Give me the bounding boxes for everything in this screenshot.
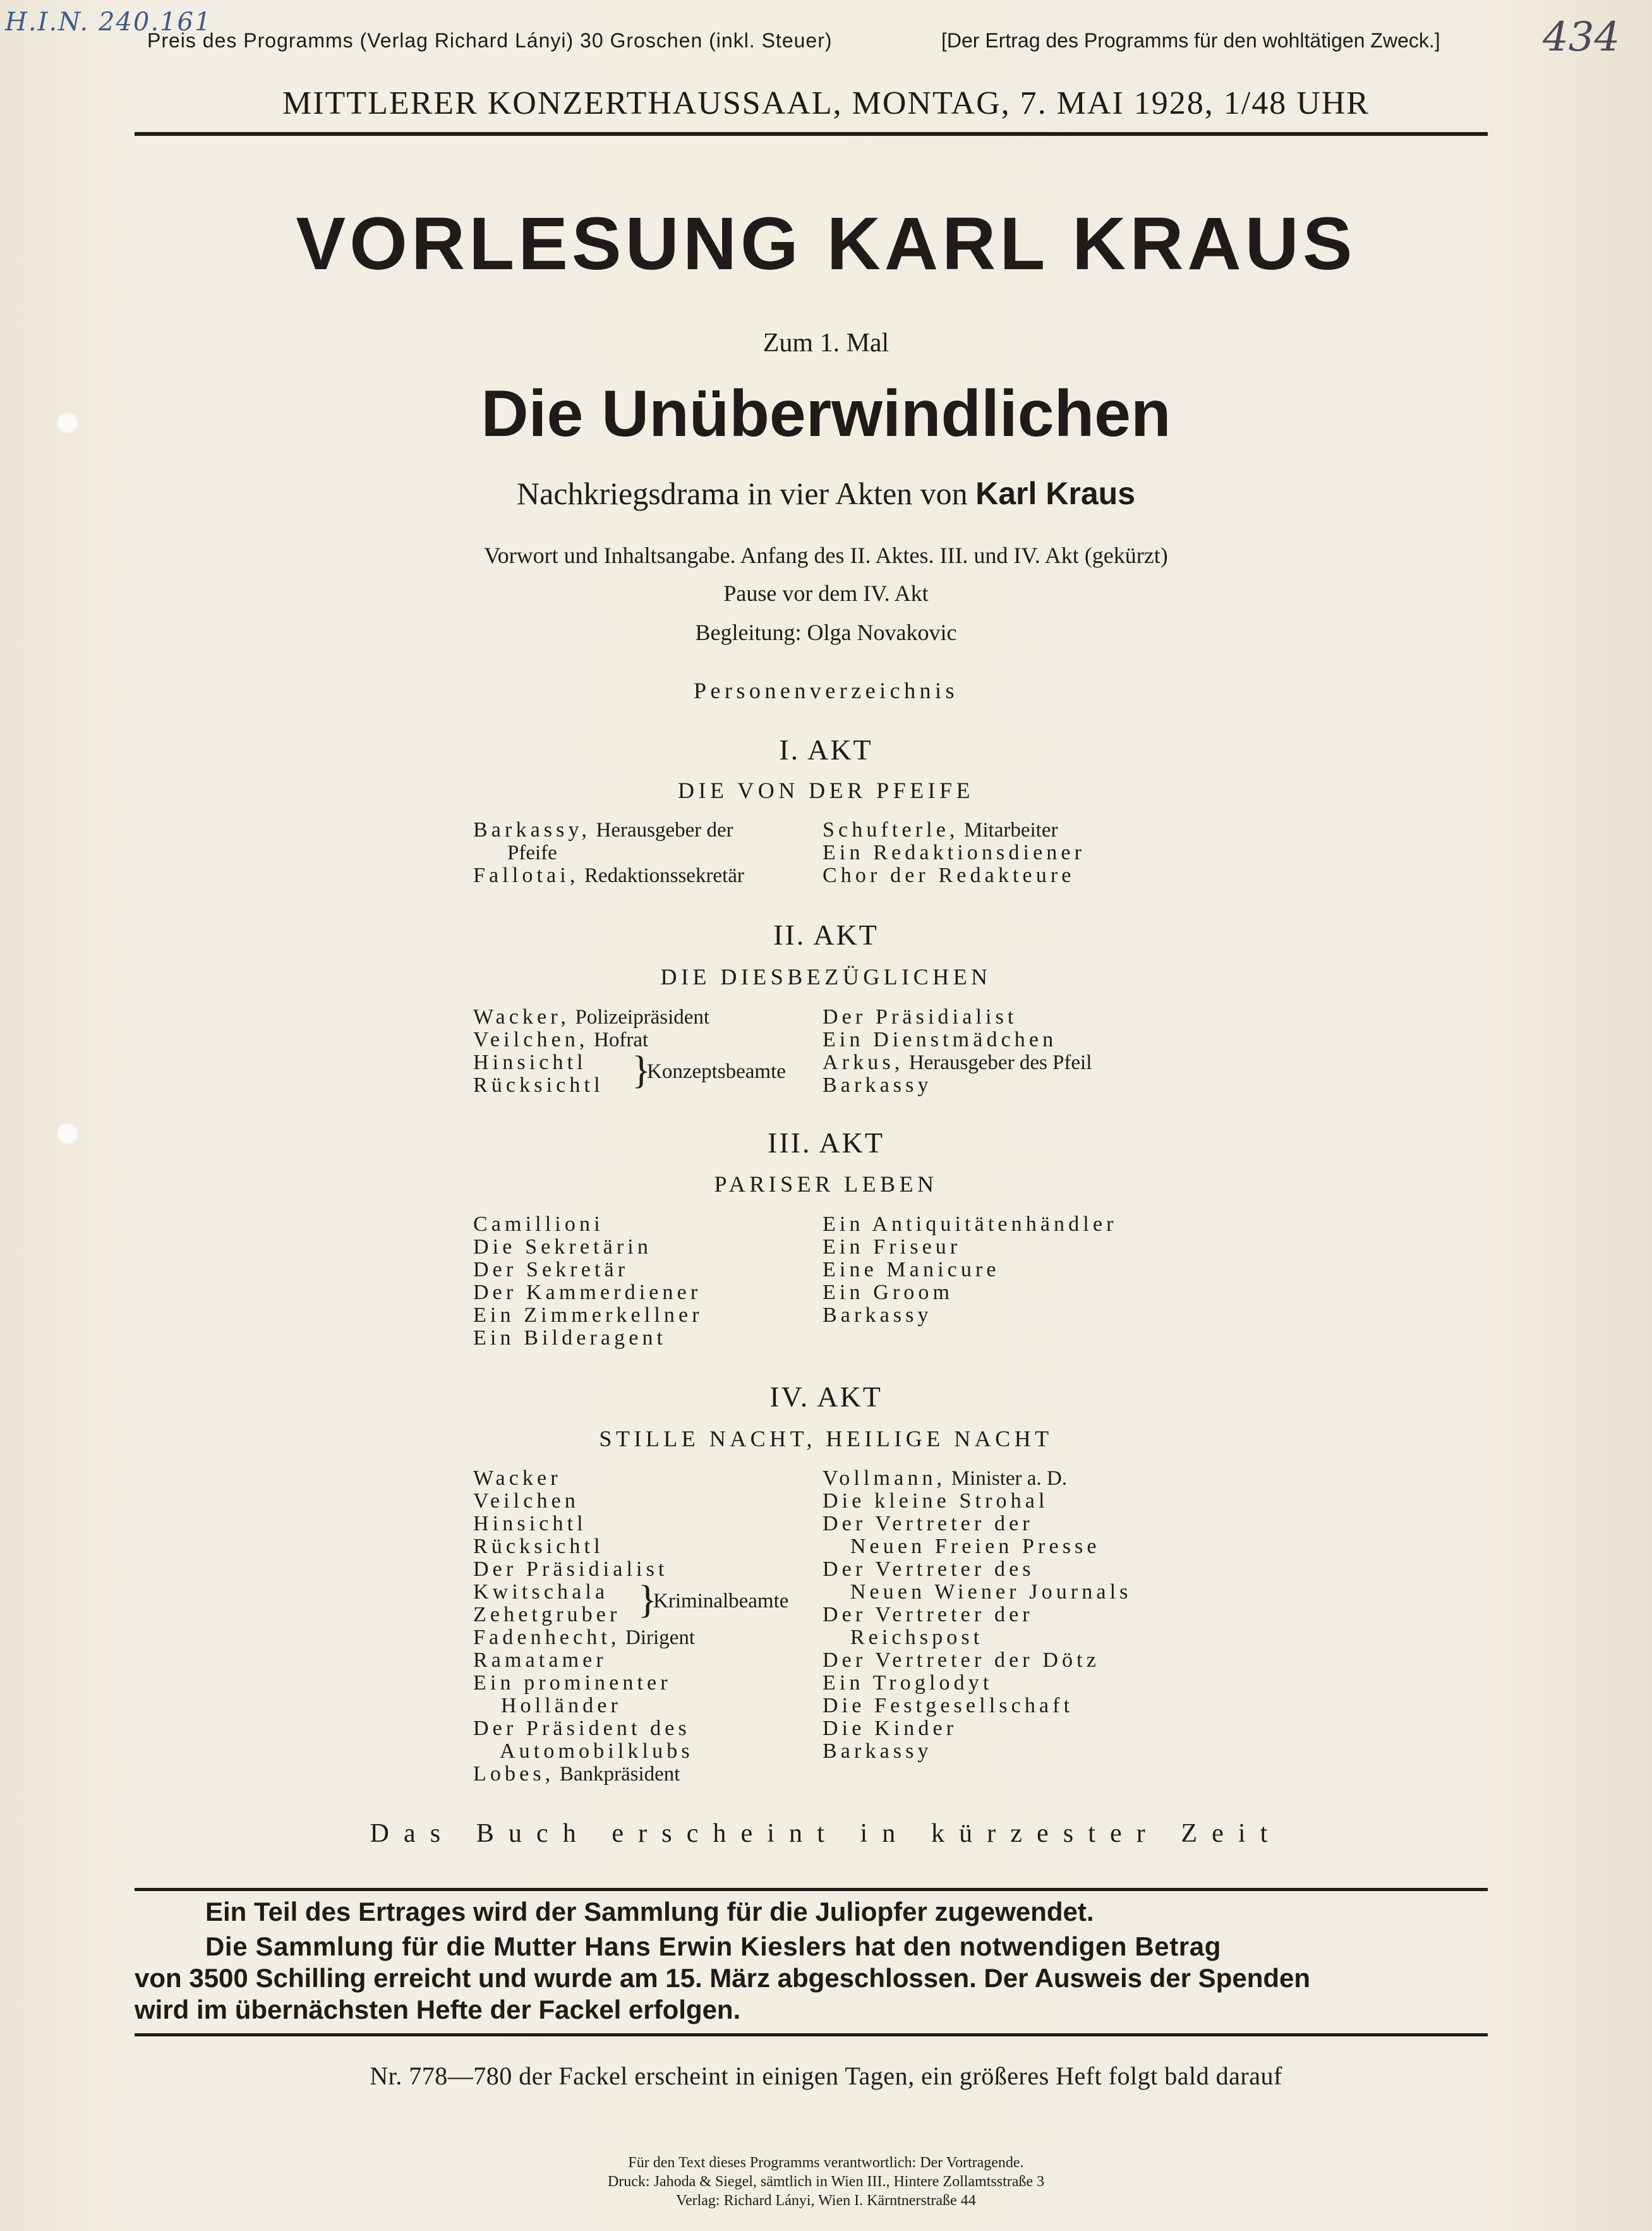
cast-entry: Ein Troglodyt: [823, 1671, 993, 1695]
cast-entry: Ein Bilderagent: [473, 1326, 667, 1350]
donation-top-rule: [135, 1888, 1488, 1891]
cast-entry: Rücksichtl: [473, 1073, 604, 1097]
act-2-bracket-label: Konzeptsbeamte: [647, 1060, 786, 1083]
cast-entry: Der Vertreter der: [823, 1512, 1034, 1535]
act-3-title: III. AKT: [768, 1127, 884, 1159]
cast-entry: Ein Dienstmädchen: [823, 1028, 1058, 1051]
act-4-title: IV. AKT: [769, 1381, 883, 1413]
act-4-cast-left: [473, 1467, 695, 1786]
subtitle-text: Nachkriegsdrama in vier Akten von: [516, 476, 968, 511]
cast-entry: Der Vertreter der Dötz: [823, 1648, 1100, 1672]
subtitle-author: Karl Kraus: [975, 476, 1136, 511]
imprint-line-3: Verlag: Richard Lányi, Wien I. Kärntnerstraße 44: [676, 2192, 976, 2209]
cast-entry: Kwitschala: [473, 1580, 609, 1604]
act-4-cast-right: [823, 1467, 1132, 1763]
top-rule: [135, 132, 1488, 136]
act-4-bracket-label: Kriminalbeamte: [653, 1590, 789, 1612]
act-1-subtitle: DIE VON DER PFEIFE: [678, 778, 974, 803]
cast-entry: Ein Antiquitätenhändler: [823, 1212, 1118, 1236]
cast-entry: Die Kinder: [823, 1717, 958, 1740]
program-line-3: Begleitung: Olga Novakovic: [695, 620, 957, 645]
donation-line-1: Ein Teil des Ertrages wird der Sammlung für die Juliopfer zugewendet.: [205, 1897, 1094, 1926]
cast-entry: Veilchen: [473, 1489, 579, 1513]
cast-entry: Der Kammerdiener: [473, 1281, 702, 1304]
cast-entry: Arkus, Herausgeber des Pfeil: [823, 1051, 1092, 1074]
imprint-line-1: Für den Text dieses Programms verantwortlich: Der Vortragende.: [628, 2155, 1024, 2171]
cast-entry: Wacker, Polizeipräsident: [473, 1005, 710, 1029]
cast-entry: Barkassy, Herausgeber der: [473, 818, 733, 842]
act-2-subtitle: DIE DIESBEZÜGLICHEN: [660, 964, 992, 989]
cast-entry: Camillioni: [473, 1212, 604, 1236]
book-note: Das Buch erscheint in kürzester Zeit: [370, 1819, 1282, 1848]
main-title: VORLESUNG KARL KRAUS: [296, 202, 1356, 286]
cast-entry: Pfeife: [507, 842, 557, 864]
cast-entry: Neuen Wiener Journals: [823, 1580, 1132, 1604]
cast-entry: Barkassy: [823, 1739, 932, 1763]
cast-entry: Der Präsident des: [473, 1717, 690, 1740]
cast-entry: Holländer: [473, 1694, 622, 1717]
cast-entry: Wacker: [473, 1466, 562, 1490]
cast-entry: Ein Friseur: [823, 1235, 962, 1259]
donation-line-2: Die Sammlung für die Mutter Hans Erwin Kieslers hat den notwendigen Betrag: [205, 1932, 1221, 1961]
cast-entry: Hinsichtl: [473, 1512, 587, 1535]
cast-entry: Der Vertreter des: [823, 1557, 1035, 1581]
program-line-2: Pause vor dem IV. Akt: [723, 581, 929, 606]
cast-entry: Der Sekretär: [473, 1258, 629, 1281]
cast-entry: Neuen Freien Presse: [823, 1535, 1100, 1558]
cast-entry: Der Präsidialist: [823, 1005, 1018, 1029]
act-2-title: II. AKT: [773, 919, 879, 951]
archive-signature: H.I.N. 240.161: [5, 8, 212, 37]
cast-entry: Ramatamer: [473, 1648, 607, 1672]
cast-entry: Fadenhecht, Dirigent: [473, 1626, 696, 1649]
act-2-bracket: }: [632, 1049, 651, 1092]
price-note: Preis des Programms (Verlag Richard Lányi) 30 Groschen (inkl. Steuer): [147, 29, 833, 52]
act-3-cast-right: [823, 1213, 1118, 1327]
cast-entry: Barkassy: [823, 1073, 932, 1097]
cast-entry: Lobes, Bankpräsident: [473, 1762, 680, 1786]
act-2-cast-right: [823, 1006, 1092, 1097]
act-1-title: I. AKT: [779, 734, 873, 766]
act-4-subtitle: STILLE NACHT, HEILIGE NACHT: [599, 1426, 1053, 1451]
cast-entry: Ein Zimmerkellner: [473, 1303, 703, 1327]
cast-entry: Chor der Redakteure: [823, 864, 1075, 887]
cast-entry: Ein Groom: [823, 1281, 954, 1304]
cast-entry: Der Präsidialist: [473, 1557, 668, 1581]
venue-line: MITTLERER KONZERTHAUSSAAL, MONTAG, 7. MAI 1928, 1/48 UHR: [282, 85, 1370, 121]
cast-entry: Zehetgruber: [473, 1603, 621, 1626]
cast-entry: Barkassy: [823, 1303, 932, 1327]
cast-entry: Fallotai, Redaktionssekretär: [473, 864, 744, 887]
donation-line-3: von 3500 Schilling erreicht und wurde am 15. März abgeschlossen. Der Ausweis der Spenden: [135, 1963, 1311, 1993]
program-line-1: Vorwort und Inhaltsangabe. Anfang des II. Aktes. III. und IV. Akt (gekürzt): [484, 543, 1168, 568]
donation-line-4: wird im übernächsten Hefte der Fackel erfolgen.: [135, 1995, 741, 2024]
cast-entry: Die kleine Strohal: [823, 1489, 1049, 1513]
cast-entry: Die Sekretärin: [473, 1235, 652, 1259]
act-1-cast-left: [473, 819, 744, 887]
cast-entry: Der Vertreter der: [823, 1603, 1034, 1626]
cast-entry: Ein prominenter: [473, 1671, 672, 1695]
act-3-cast-left: [473, 1213, 703, 1350]
cast-entry: Veilchen, Hofrat: [473, 1028, 649, 1051]
act-4-bracket: }: [638, 1578, 657, 1621]
cast-heading: Personenverzeichnis: [693, 678, 958, 703]
cast-entry: Ein Redaktionsdiener: [823, 841, 1086, 864]
handwritten-page-number: 434: [1543, 14, 1620, 61]
imprint-line-2: Druck: Jahoda & Siegel, sämtlich in Wien III., Hintere Zollamtsstraße 3: [607, 2174, 1045, 2190]
cast-entry: Die Festgesellschaft: [823, 1694, 1074, 1717]
cast-entry: Reichspost: [823, 1626, 984, 1649]
cast-entry: Vollmann, Minister a. D.: [823, 1466, 1067, 1490]
proceeds-note: [Der Ertrag des Programms für den wohltätigen Zweck.]: [941, 29, 1440, 52]
subtitle: [0, 475, 1652, 512]
fackel-note: Nr. 778—780 der Fackel erscheint in einigen Tagen, ein größeres Heft folgt bald darauf: [370, 2062, 1282, 2090]
cast-entry: Hinsichtl: [473, 1051, 587, 1074]
cast-entry: Schufterle, Mitarbeiter: [823, 818, 1058, 842]
work-title: Die Unüberwindlichen: [481, 377, 1171, 450]
occasion: Zum 1. Mal: [763, 329, 889, 358]
donation-bottom-rule: [135, 2033, 1488, 2036]
cast-entry: Automobilklubs: [473, 1739, 694, 1763]
cast-entry: Eine Manicure: [823, 1258, 1000, 1281]
act-1-cast-right: [823, 819, 1085, 887]
cast-entry: Rücksichtl: [473, 1535, 604, 1558]
act-3-subtitle: PARISER LEBEN: [714, 1171, 938, 1197]
